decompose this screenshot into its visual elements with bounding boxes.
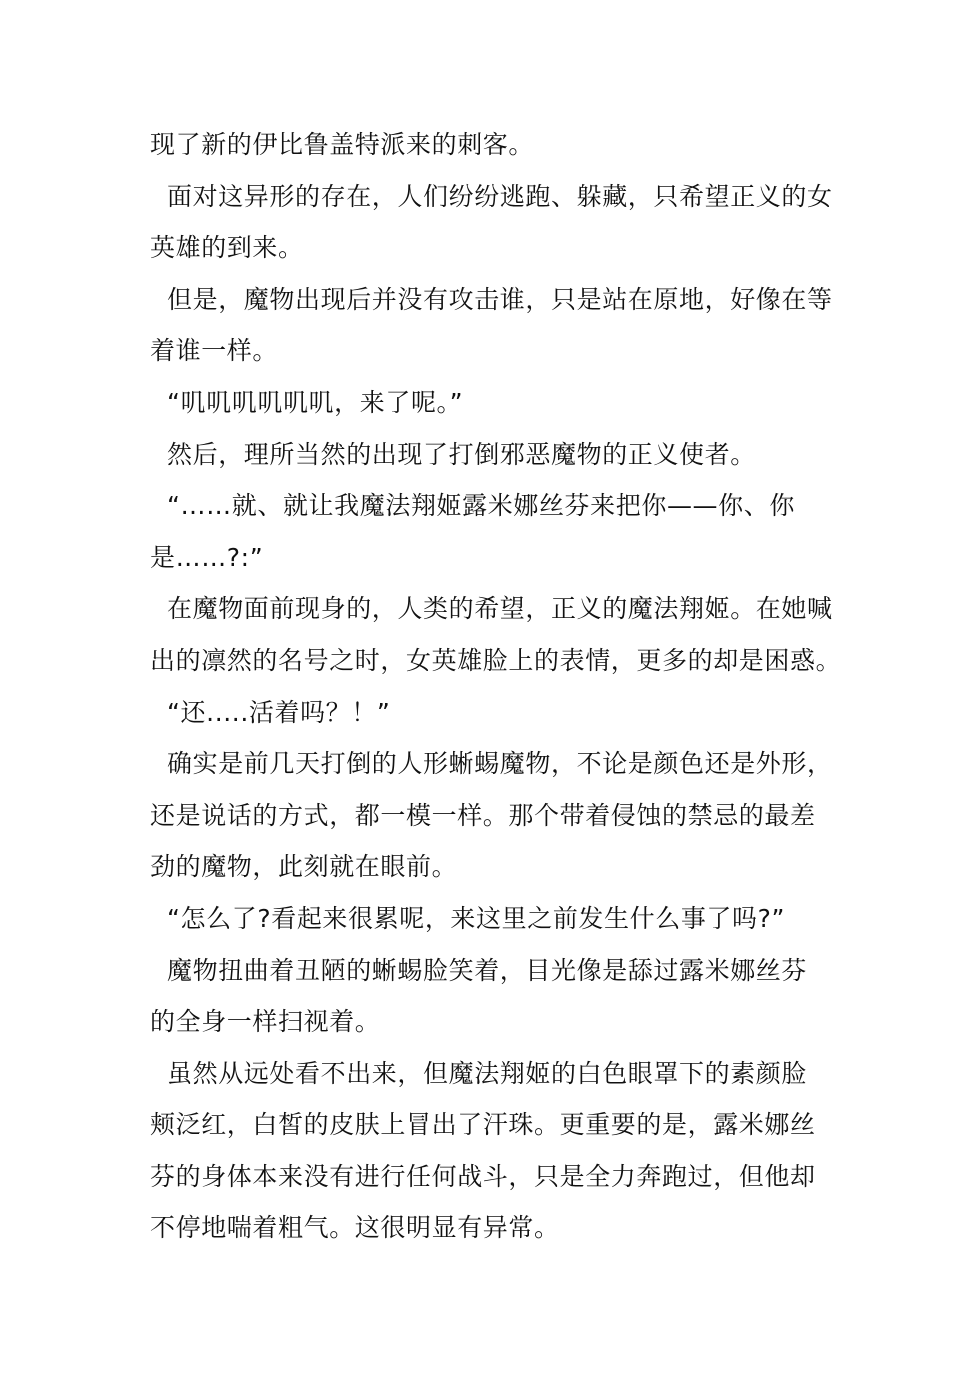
document-page xyxy=(150,124,840,1259)
text-line: “……就、就让我魔法翔姬露米娜丝芬来把你——你、你 xyxy=(167,491,795,521)
text-line: 英雄的到来。 xyxy=(150,233,304,263)
text-line: 在魔物面前现身的，人类的希望，正义的魔法翔姬。在她喊 xyxy=(167,594,833,624)
text-line: 现了新的伊比鲁盖特派来的刺客。 xyxy=(150,130,535,159)
text-line: “还.....活着吗？！” xyxy=(167,697,391,727)
text-line: 劲的魔物，此刻就在眼前。 xyxy=(150,852,458,882)
text-line: 但是，魔物出现后并没有攻击谁，只是站在原地，好像在等 xyxy=(167,284,833,314)
text-line: 出的凛然的名号之时，女英雄脸上的表情，更多的却是困惑。 xyxy=(150,645,842,675)
text-line: 着谁一样。 xyxy=(150,336,279,366)
text-line: 颊泛红，白皙的皮肤上冒出了汗珠。更重要的是，露米娜丝 xyxy=(150,1110,816,1140)
text-line: 虽然从远处看不出来，但魔法翔姬的白色眼罩下的素颜脸 xyxy=(167,1058,808,1088)
text-line: “怎么了?看起来很累呢，来这里之前发生什么事了吗?” xyxy=(167,903,786,933)
text-line: 是……?:” xyxy=(150,542,264,572)
text-line: 面对这异形的存在，人们纷纷逃跑、躲藏，只希望正义的女 xyxy=(167,181,833,211)
text-line: 不停地喘着粗气。这很明显有异常。 xyxy=(150,1213,560,1243)
text-line: 确实是前几天打倒的人形蜥蜴魔物，不论是颜色还是外形， xyxy=(167,749,833,779)
text-line: 芬的身体本来没有进行任何战斗，只是全力奔跑过，但他却 xyxy=(150,1161,816,1191)
text-line: 然后，理所当然的出现了打倒邪恶魔物的正义使者。 xyxy=(167,439,756,469)
text-line: 的全身一样扫视着。 xyxy=(150,1007,381,1037)
text-line: 魔物扭曲着丑陋的蜥蜴脸笑着，目光像是舔过露米娜丝芬 xyxy=(167,955,808,985)
text-line: “叽叽叽叽叽叽，来了呢。” xyxy=(167,387,464,417)
text-line: 还是说话的方式，都一模一样。那个带着侵蚀的禁忌的最差 xyxy=(150,800,816,830)
